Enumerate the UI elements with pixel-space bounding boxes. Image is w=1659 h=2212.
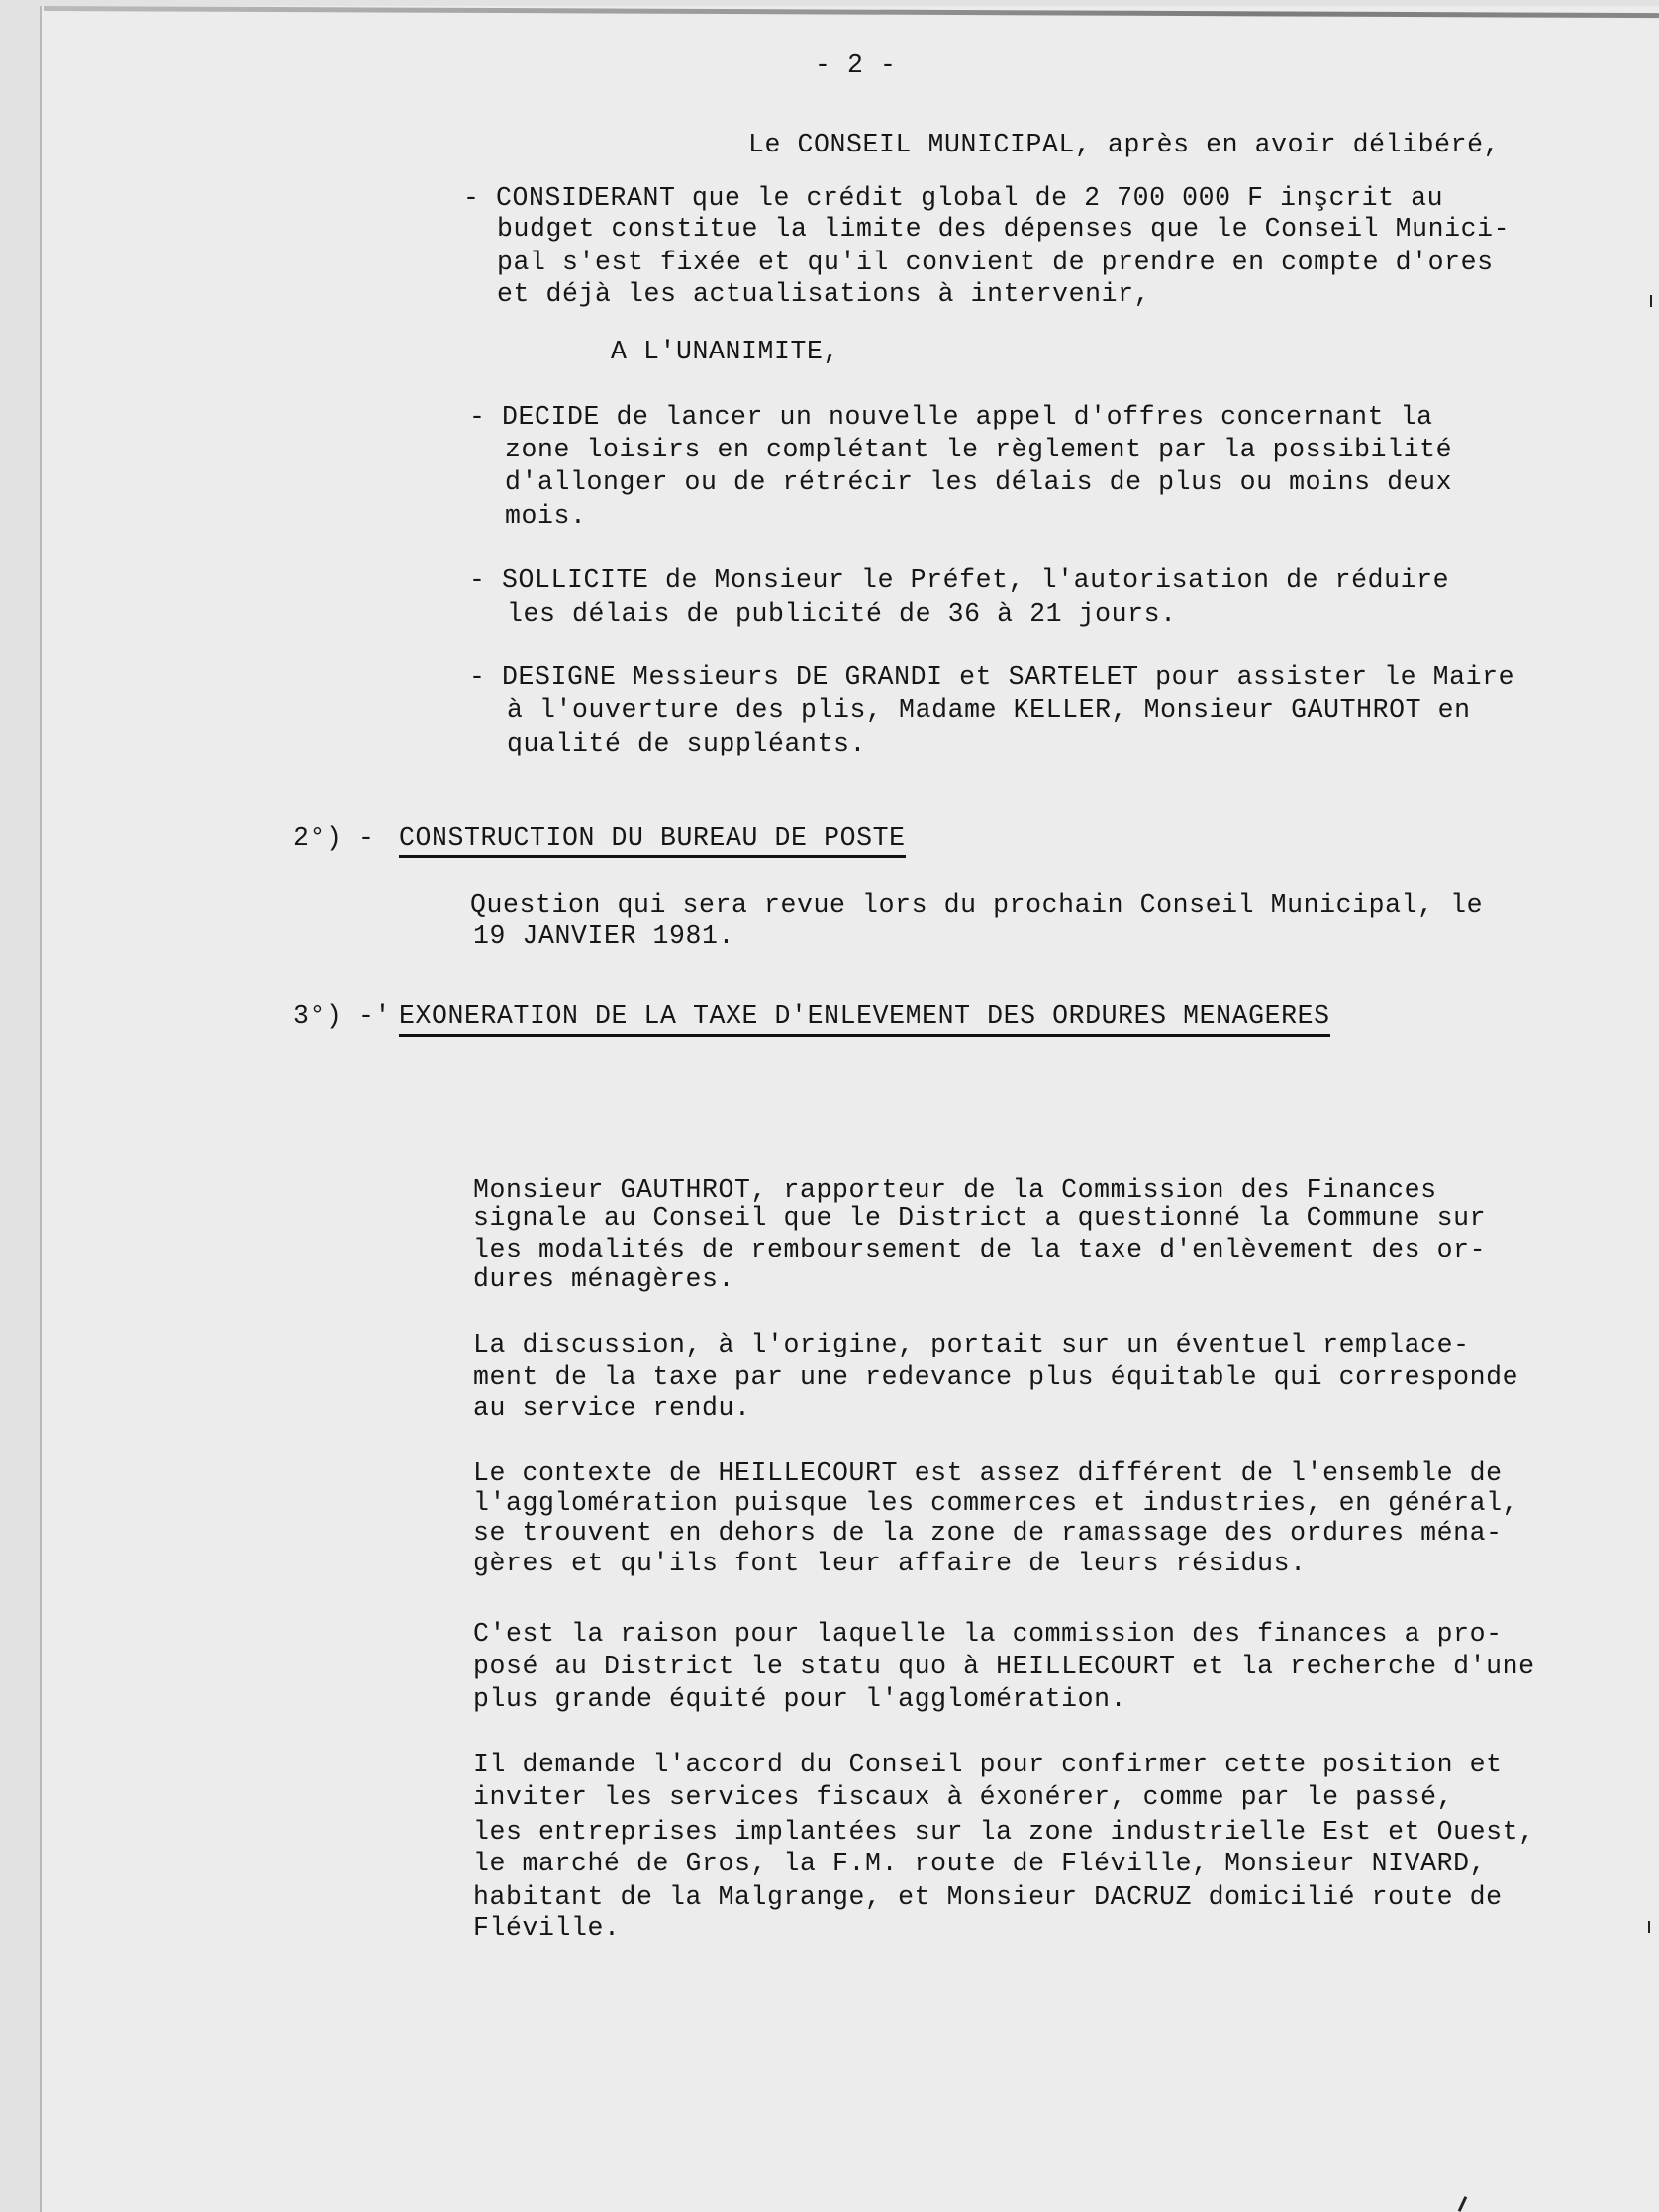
para-4-line-1: C'est la raison pour laquelle la commission des finances a pro-: [473, 1619, 1503, 1649]
para-4-line-2: posé au District le statu quo à HEILLECOURT et la recherche d'une: [473, 1652, 1535, 1681]
para-5-line-6: Fléville.: [473, 1913, 621, 1943]
page-number: - 2 -: [815, 50, 897, 80]
section-2-body-line-2: 19 JANVIER 1981.: [473, 921, 735, 951]
para-1-line-3: les modalités de remboursement de la taxe d'enlèvement des or-: [473, 1235, 1487, 1264]
para-5-line-2: inviter les services fiscaux à éxonérer, comme par le passé,: [473, 1782, 1454, 1812]
sollicite-line-2: les délais de publicité de 36 à 21 jours.: [507, 599, 1177, 629]
para-3-line-3: se trouvent en dehors de la zone de ramassage des ordures ména-: [473, 1518, 1503, 1548]
section-3-number: 3°) -': [293, 1001, 392, 1031]
para-5-line-5: habitant de la Malgrange, et Monsieur DACRUZ domicilié route de: [473, 1882, 1503, 1912]
considerant-line-2: budget constitue la limite des dépenses que le Conseil Munici-: [497, 214, 1511, 244]
considerant-line-1: - CONSIDERANT que le crédit global de 2 700 000 F inşcrit au: [463, 183, 1444, 213]
para-2-line-3: au service rendu.: [473, 1393, 751, 1423]
para-4-line-3: plus grande équité pour l'agglomération.: [473, 1684, 1127, 1714]
designe-line-3: qualité de suppléants.: [507, 729, 867, 758]
section-3-title: EXONERATION DE LA TAXE D'ENLEVEMENT DES ORDURES MENAGERES: [399, 1000, 1330, 1037]
para-5-line-1: Il demande l'accord du Conseil pour confirmer cette position et: [473, 1750, 1503, 1779]
para-2-line-2: ment de la taxe par une redevance plus équitable qui corresponde: [473, 1362, 1519, 1392]
sollicite-line-1: - SOLLICITE de Monsieur le Préfet, l'autorisation de réduire: [469, 565, 1450, 595]
considerant-line-4: et déjà les actualisations à intervenir,: [497, 279, 1151, 309]
decide-line-4: mois.: [505, 501, 587, 531]
margin-mark: [1648, 1921, 1650, 1933]
designe-line-1: - DESIGNE Messieurs DE GRANDI et SARTELET pour assister le Maire: [469, 662, 1515, 692]
decide-line-2: zone loisirs en complétant le règlement par la possibilité: [505, 435, 1453, 464]
section-2-number: 2°) -: [293, 823, 375, 853]
para-1-line-2: signale au Conseil que le District a questionné la Commune sur: [473, 1203, 1487, 1233]
para-1-line-1: Monsieur GAUTHROT, rapporteur de la Commission des Finances: [473, 1175, 1437, 1205]
decide-line-3: d'allonger ou de rétrécir les délais de plus ou moins deux: [505, 467, 1453, 497]
para-2-line-1: La discussion, à l'origine, portait sur un éventuel remplace-: [473, 1330, 1470, 1359]
section-2-title: CONSTRUCTION DU BUREAU DE POSTE: [399, 822, 906, 858]
para-3-line-1: Le contexte de HEILLECOURT est assez différent de l'ensemble de: [473, 1458, 1503, 1488]
preamble: Le CONSEIL MUNICIPAL, après en avoir délibéré,: [748, 130, 1501, 159]
unanimite: A L'UNANIMITE,: [611, 337, 840, 366]
para-5-line-4: le marché de Gros, la F.M. route de Fléville, Monsieur NIVARD,: [473, 1849, 1487, 1878]
para-3-line-2: l'agglomération puisque les commerces et industries, en général,: [473, 1488, 1519, 1518]
considerant-line-3: pal s'est fixée et qu'il convient de prendre en compte d'ores: [497, 248, 1494, 277]
decide-line-1: - DECIDE de lancer un nouvelle appel d'offres concernant la: [469, 402, 1433, 432]
para-3-line-4: gères et qu'ils font leur affaire de leurs résidus.: [473, 1549, 1307, 1578]
para-1-line-4: dures ménagères.: [473, 1264, 735, 1294]
section-2-body-line-1: Question qui sera revue lors du prochain Conseil Municipal, le: [470, 890, 1484, 920]
margin-mark: [1650, 295, 1652, 307]
designe-line-2: à l'ouverture des plis, Madame KELLER, Monsieur GAUTHROT en: [507, 695, 1471, 725]
para-5-line-3: les entreprises implantées sur la zone industrielle Est et Ouest,: [473, 1817, 1535, 1847]
